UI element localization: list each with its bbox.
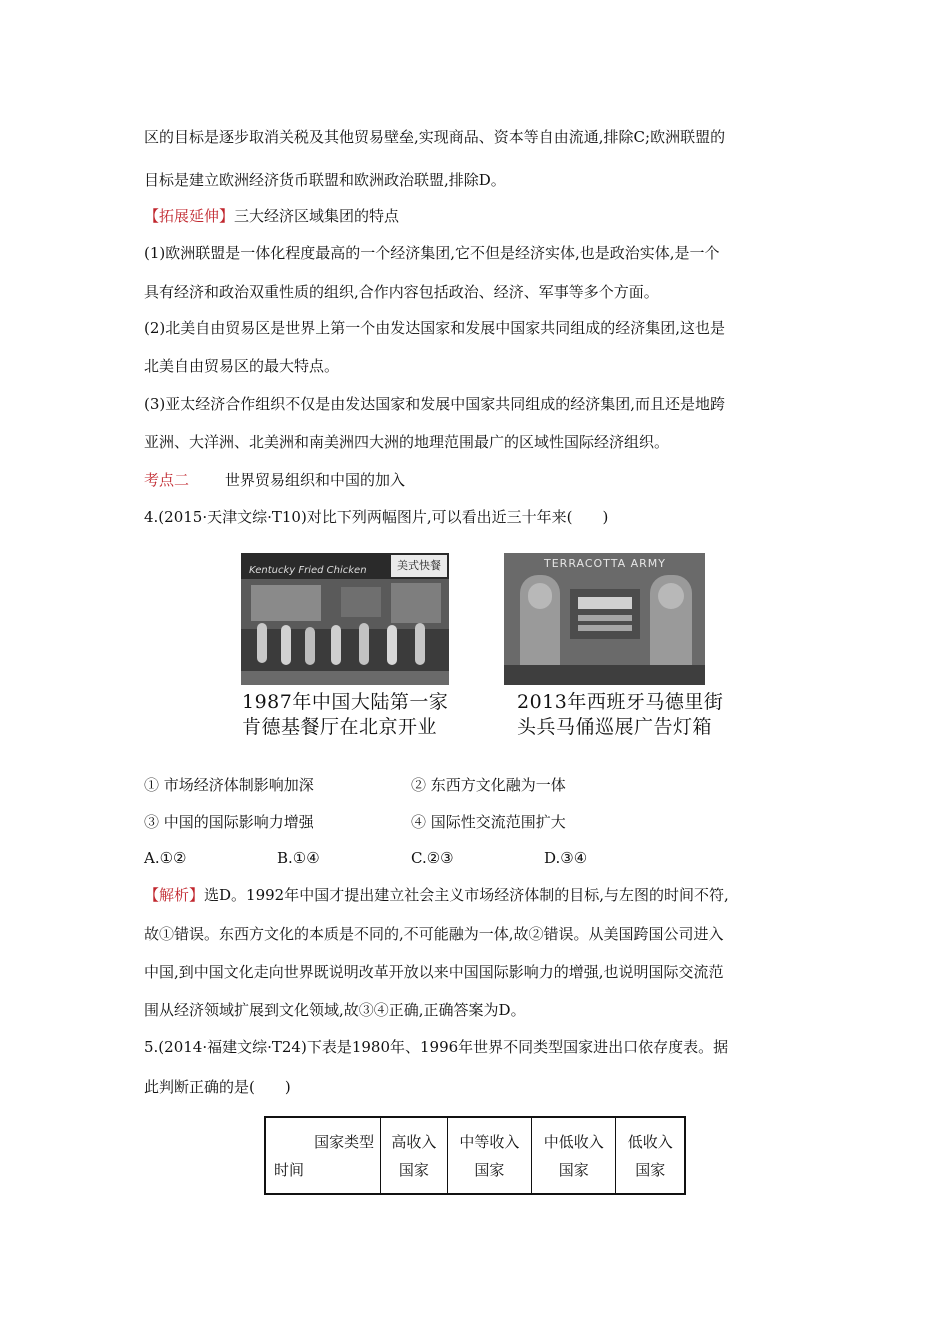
right-caption-line-1: 2013年西班牙马德里街 [517, 691, 724, 713]
option-4: ④ 国际性交流范围扩大 [411, 813, 566, 831]
table-corner-cell [265, 1117, 381, 1194]
table-header-cell: 中低收入 国家 [532, 1117, 616, 1194]
paragraph-line: 目标是建立欧洲经济货币联盟和欧洲政治联盟,排除D。 [144, 171, 506, 189]
kfc-sign-text: Kentucky Fried Chicken [249, 565, 367, 576]
extension-heading [144, 206, 399, 226]
answer-tag: 【解析】 [144, 886, 205, 904]
paragraph-line: 北美自由贸易区的最大特点。 [144, 357, 340, 375]
terracotta-poster-photo [504, 553, 705, 685]
left-caption-line-2: 肯德基餐厅在北京开业 [242, 716, 438, 738]
corner-header-country-type: 国家类型 [314, 1132, 375, 1151]
choice-c: C.②③ [411, 849, 454, 867]
question-5-stem: 5.(2014·福建文综·T24)下表是1980年、1996年世界不同类型国家进出口依存度表。据 [144, 1038, 729, 1056]
corner-header-time: 时间 [274, 1160, 305, 1179]
paragraph-line: 亚洲、大洋洲、北美洲和南美洲四大洲的地理范围最广的区域性国际经济组织。 [144, 433, 670, 451]
key-point-title: 世界贸易组织和中国的加入 [225, 471, 406, 489]
answer-line: 【解析】选D。1992年中国才提出建立社会主义市场经济体制的目标,与左图的时间不符, [144, 886, 729, 904]
question-5-stem: 此判断正确的是( ) [144, 1078, 291, 1096]
left-caption-line-1: 1987年中国大陆第一家 [242, 691, 449, 713]
answer-line: 中国,到中国文化走向世界既说明改革开放以来中国国际影响力的增强,也说明国际交流范 [144, 963, 724, 981]
paragraph-line: (2)北美自由贸易区是世界上第一个由发达国家和发展中国家共同组成的经济集团,这也是 [144, 319, 726, 337]
extension-tag: 【拓展延伸】 [144, 207, 235, 225]
key-point-heading [144, 470, 405, 490]
kfc-beijing-photo [241, 553, 449, 685]
paragraph-line: 区的目标是逐步取消关税及其他贸易壁垒,实现商品、资本等自由流通,排除C;欧洲联盟的 [144, 128, 726, 146]
option-3: ③ 中国的国际影响力增强 [144, 813, 314, 831]
extension-title: 三大经济区域集团的特点 [234, 207, 400, 225]
choice-b: B.①④ [277, 849, 320, 867]
paragraph-line: 具有经济和政治双重性质的组织,合作内容包括政治、经济、军事等多个方面。 [144, 283, 659, 301]
table-header-cell: 高收入 国家 [381, 1117, 448, 1194]
paragraph-line: (1)欧洲联盟是一体化程度最高的一个经济集团,它不但是经济实体,也是政治实体,是一个 [144, 244, 720, 262]
fast-food-sign: 美式快餐 [391, 555, 447, 577]
option-2: ② 东西方文化融为一体 [411, 776, 566, 794]
table-header-cell: 低收入 国家 [616, 1117, 685, 1194]
paragraph-line: (3)亚太经济合作组织不仅是由发达国家和发展中国家共同组成的经济集团,而且还是地跨 [144, 395, 726, 413]
poster-title-text: TERRACOTTA ARMY [544, 557, 666, 570]
table-header-cell: 中等收入 国家 [447, 1117, 531, 1194]
choice-d: D.③④ [544, 849, 588, 867]
choice-a: A.①② [144, 849, 187, 867]
option-1: ① 市场经济体制影响加深 [144, 776, 314, 794]
right-caption-line-2: 头兵马俑巡展广告灯箱 [517, 716, 713, 738]
answer-line: 围从经济领域扩展到文化领域,故③④正确,正确答案为D。 [144, 1001, 526, 1019]
key-point-tag: 考点二 [144, 471, 190, 489]
trade-dependency-table [264, 1116, 686, 1195]
answer-line: 故①错误。东西方文化的本质是不同的,不可能融为一体,故②错误。从美国跨国公司进入 [144, 925, 724, 943]
question-4-stem: 4.(2015·天津文综·T10)对比下列两幅图片,可以看出近三十年来( ) [144, 508, 609, 526]
